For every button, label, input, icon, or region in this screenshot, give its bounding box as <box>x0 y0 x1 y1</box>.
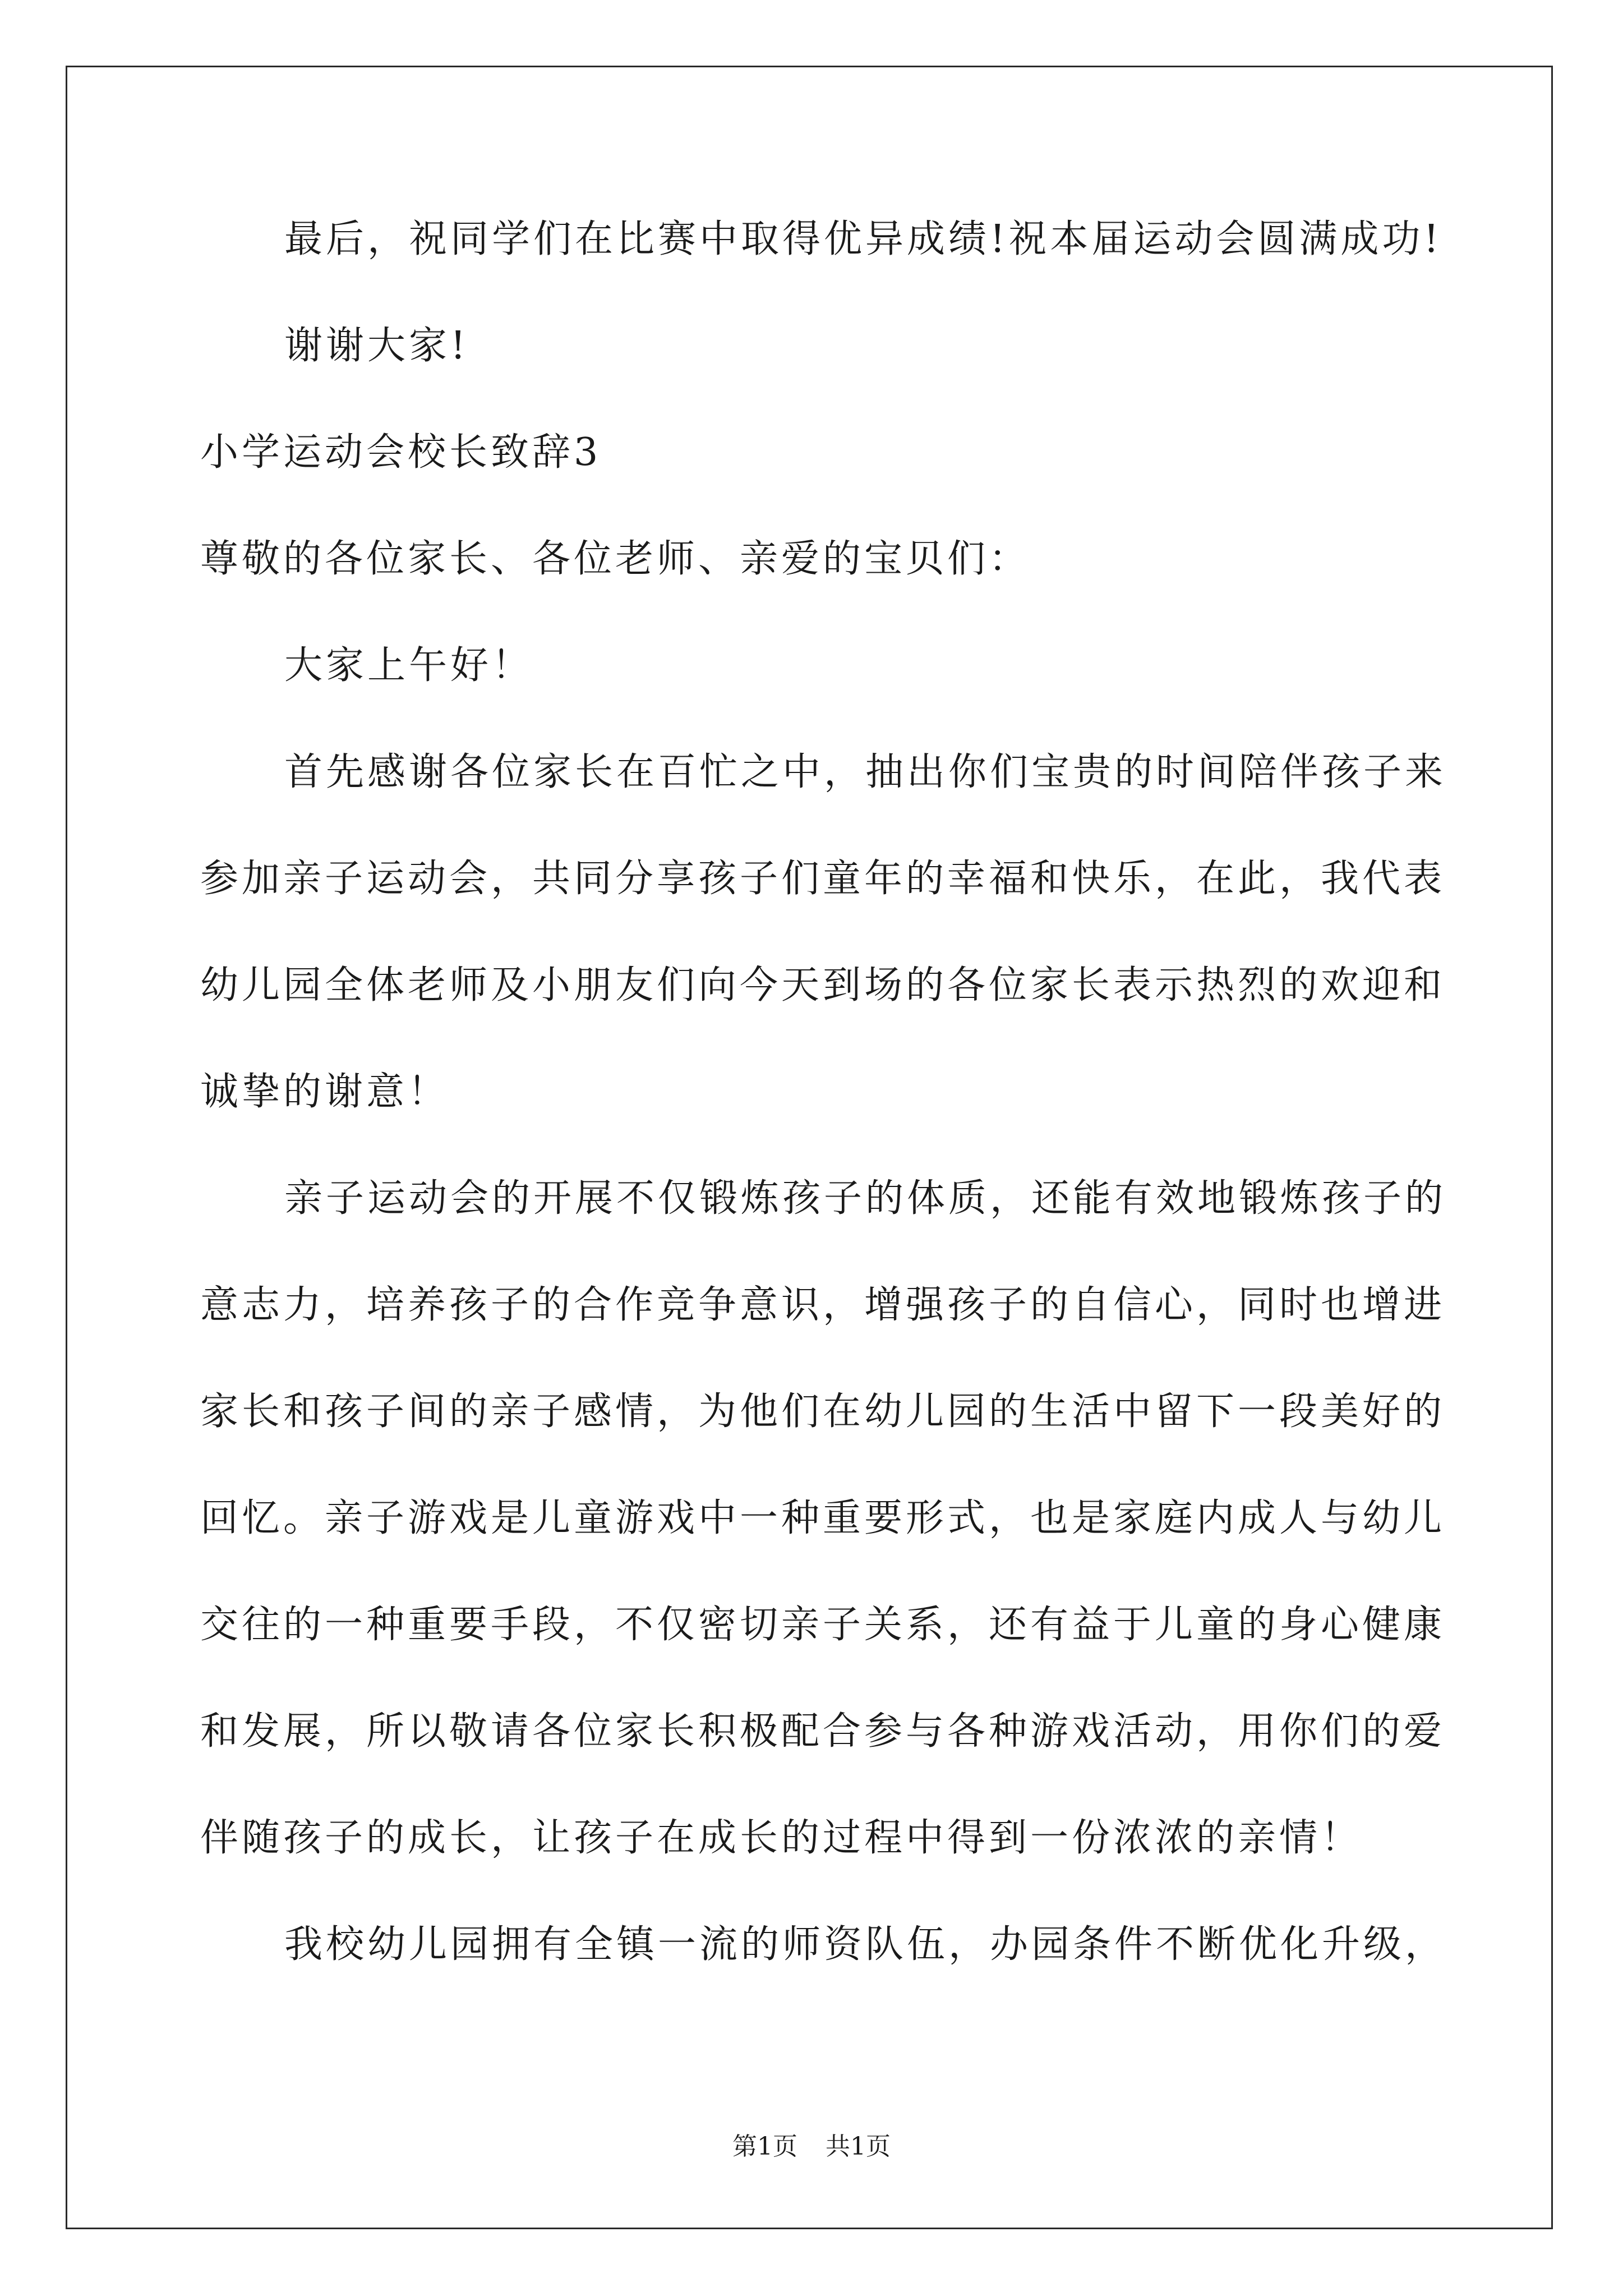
thanks-line: 谢谢大家! <box>284 324 469 368</box>
paragraph-line: 首先感谢各位家长在百忙之中，抽出你们宝贵的时间陪伴孩子来 <box>284 750 1447 794</box>
paragraph-line: 我校幼儿园拥有全镇一流的师资队伍，办园条件不断优化升级， <box>284 1922 1447 1967</box>
document-body <box>200 217 1447 2031</box>
paragraph-line: 回忆。亲子游戏是儿童游戏中一种重要形式，也是家庭内成人与幼儿 <box>200 1496 1446 1540</box>
page-number: 第1页 <box>732 2132 797 2161</box>
section-heading: 小学运动会校长致辞3 <box>200 430 602 475</box>
paragraph-line: 和发展，所以敬请各位家长积极配合参与各种游戏活动，用你们的爱 <box>200 1709 1446 1754</box>
page-footer <box>0 2126 1623 2162</box>
salutation: 尊敬的各位家长、各位老师、亲爱的宝贝们： <box>200 537 1031 581</box>
greeting: 大家上午好！ <box>284 643 534 688</box>
paragraph-line: 伴随孩子的成长，让孩子在成长的过程中得到一份浓浓的亲情！ <box>200 1816 1363 1860</box>
closing-paragraph: 最后，祝同学们在比赛中取得优异成绩!祝本届运动会圆满成功! <box>284 217 1442 261</box>
paragraph-line: 交往的一种重要手段，不仅密切亲子关系，还有益于儿童的身心健康 <box>200 1603 1446 1647</box>
paragraph-line: 亲子运动会的开展不仅锻炼孩子的体质，还能有效地锻炼孩子的 <box>284 1176 1447 1221</box>
paragraph-line: 家长和孩子间的亲子感情，为他们在幼儿园的生活中留下一段美好的 <box>200 1389 1446 1434</box>
total-pages: 共1页 <box>826 2132 891 2161</box>
paragraph-line: 参加亲子运动会，共同分享孩子们童年的幸福和快乐，在此，我代表 <box>200 857 1446 901</box>
paragraph-line: 幼儿园全体老师及小朋友们向今天到场的各位家长表示热烈的欢迎和 <box>200 963 1446 1007</box>
paragraph-line: 意志力，培养孩子的合作竞争意识，增强孩子的自信心，同时也增进 <box>200 1283 1446 1327</box>
paragraph-line: 诚挚的谢意！ <box>200 1070 450 1114</box>
